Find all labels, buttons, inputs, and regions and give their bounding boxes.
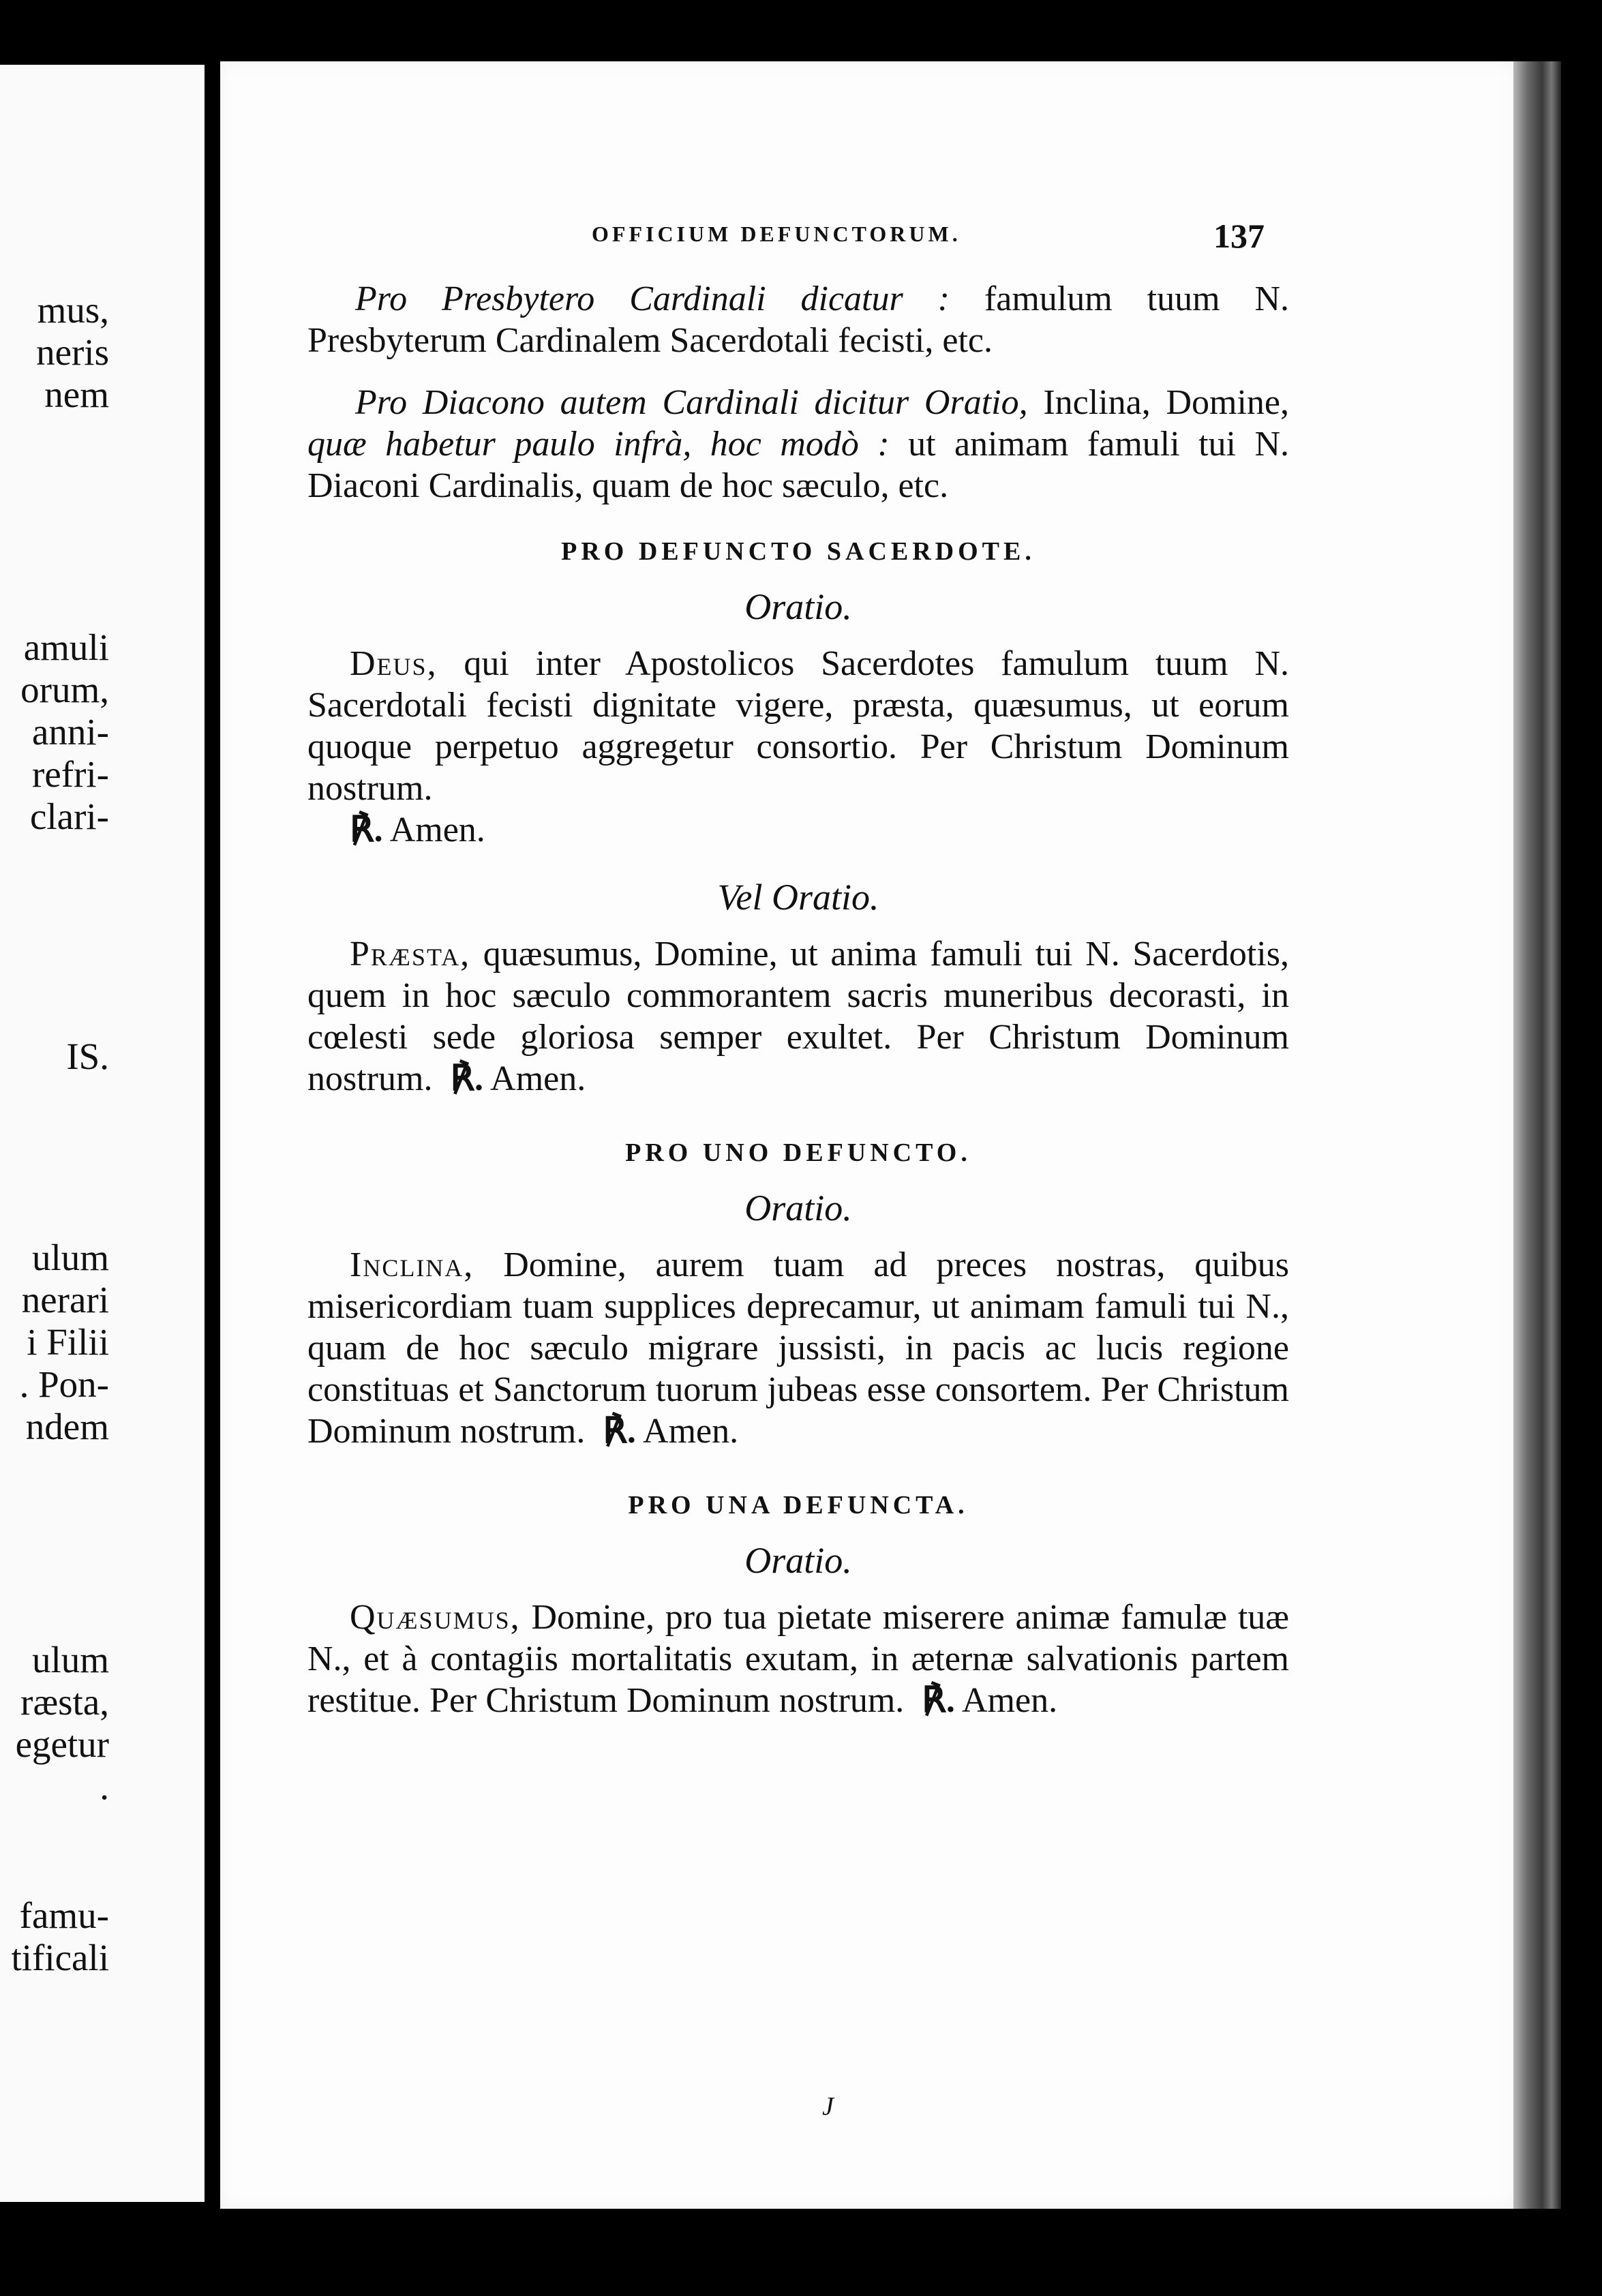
section-heading: PRO UNO DEFUNCTO.: [625, 1138, 971, 1167]
prayer-initial: Quæsumus,: [350, 1598, 521, 1637]
page-edge: [1513, 61, 1561, 2209]
book-page: [220, 61, 1515, 2209]
prayer-text: [307, 643, 1289, 809]
left-fragment: ndem: [25, 1406, 109, 1447]
left-fragment: ræsta,: [20, 1681, 109, 1723]
response-text: Amen.: [382, 811, 485, 849]
rubric-text: Inclina, Domine,: [1027, 383, 1290, 422]
prayer-text: [307, 1244, 1289, 1452]
prayer-body: Domine, pro tua pietate miserere animæ famulæ tuæ N., et à contagiis mortalitatis exutam, in æternæ salvationis partem restitue. Per Christum Dominum nostrum.: [307, 1598, 1289, 1720]
left-fragment: orum,: [20, 669, 109, 710]
rubric-diaconus: [307, 382, 1289, 507]
left-fragment: egetur: [15, 1723, 109, 1765]
response-symbol: ℟.: [350, 811, 383, 849]
prayer-initial: Deus,: [350, 644, 438, 683]
response-symbol: ℟.: [450, 1059, 484, 1098]
rubric-text: famulum tuum N. Presbyterum Cardinalem Sacerdotali fecisti, etc.: [307, 280, 1290, 360]
prayer-text: [307, 933, 1289, 1100]
prayer-initial: Inclina,: [350, 1245, 474, 1284]
left-fragment: . Pon-: [19, 1363, 109, 1405]
rubric-italic: Pro Presbytero Cardinali dicatur :: [355, 280, 950, 318]
page-number: 137: [1213, 217, 1265, 255]
rubric-text: ut animam famuli tui N. Diaconi Cardinalis, quam de hoc sæculo, etc.: [307, 425, 1289, 505]
signature-mark: J: [822, 2092, 834, 2121]
left-fragment: amuli: [23, 626, 109, 668]
text-block: [307, 278, 1289, 1721]
response-symbol: ℟.: [603, 1412, 636, 1451]
rubric-italic: quæ habetur paulo infrà, hoc modò :: [307, 425, 890, 464]
left-fragment: ulum: [31, 1237, 109, 1278]
left-fragment: refri-: [32, 753, 109, 795]
left-fragment: i Filii: [27, 1321, 109, 1363]
oratio-title: Oratio.: [744, 586, 852, 627]
left-fragment: anni-: [31, 711, 109, 753]
prayer-body: Domine, aurem tuam ad preces nostras, quibus misericordiam tuam supplices deprecamur, ut animam famuli tui N., quam de hoc sæculo migrare jussisti, in pacis ac lucis regione constituas et Sanctorum tuorum jubeas esse consortem. Per Christum Dominum nostrum.: [307, 1245, 1289, 1451]
left-facing-page: [0, 65, 205, 2202]
left-fragment: clari-: [29, 796, 109, 837]
left-fragment: neris: [36, 331, 109, 373]
response-text: Amen.: [483, 1059, 586, 1098]
left-fragment: ulum: [31, 1639, 109, 1680]
rubric-italic: Pro Diacono autem Cardinali dicitur Oratio,: [355, 383, 1028, 422]
running-head: [220, 217, 1515, 262]
section-heading: PRO DEFUNCTO SACERDOTE.: [561, 537, 1036, 566]
prayer-initial: Præsta,: [350, 935, 471, 973]
left-fragment: IS.: [66, 1036, 109, 1077]
left-fragment: .: [100, 1766, 109, 1807]
left-fragment: nem: [44, 374, 109, 415]
rubric-presbyter: [307, 278, 1289, 361]
oratio-title: Oratio.: [744, 1540, 852, 1581]
response-line: [350, 809, 1289, 851]
oratio-title: Oratio.: [744, 1188, 852, 1228]
left-fragment: tificali: [11, 1937, 109, 1978]
response-text: Amen.: [635, 1412, 739, 1451]
left-fragment: famu-: [19, 1894, 109, 1936]
vel-oratio-title: Vel Oratio.: [717, 877, 879, 918]
left-fragment: nerari: [21, 1279, 109, 1320]
section-heading: PRO UNA DEFUNCTA.: [628, 1491, 969, 1520]
response-symbol: ℟.: [922, 1681, 955, 1720]
response-text: Amen.: [954, 1681, 1058, 1720]
prayer-text: [307, 1597, 1289, 1721]
running-title: OFFICIUM DEFUNCTORUM.: [592, 222, 961, 246]
prayer-body: qui inter Apostolicos Sacerdotes famulum tuum N. Sacerdotali fecisti dignitate vigere, præsta, quæsumus, ut eorum quoque perpetuo aggregetur consortio. Per Christum Dominum nostrum.: [307, 644, 1289, 808]
prayer-body: quæsumus, Domine, ut anima famuli tui N. Sacerdotis, quem in hoc sæculo commorantem sacris muneribus decorasti, in cœlesti sede gloriosa semper exultet. Per Christum Dominum nostrum.: [307, 935, 1289, 1098]
left-fragment: mus,: [37, 289, 109, 331]
